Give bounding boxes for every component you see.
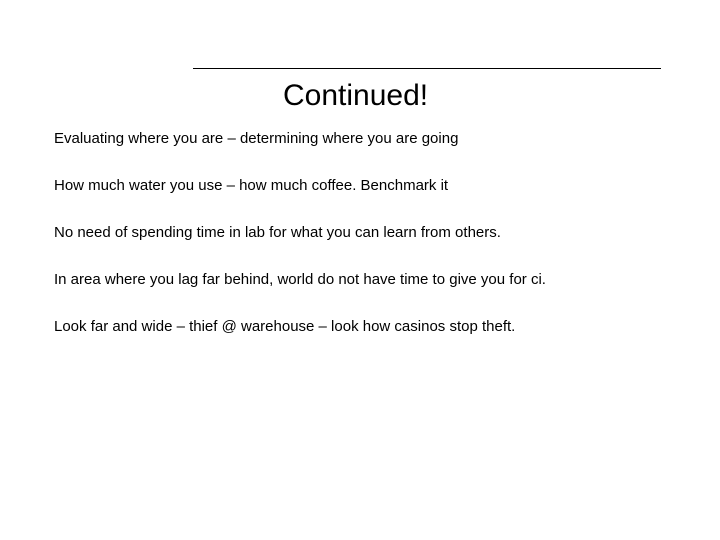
- bullet-item: No need of spending time in lab for what you can learn from others.: [54, 224, 501, 241]
- bullet-item: Evaluating where you are – determining where you are going: [54, 130, 459, 147]
- bullet-item: In area where you lag far behind, world do not have time to give you for ci.: [54, 271, 546, 288]
- bullet-item: How much water you use – how much coffee. Benchmark it: [54, 177, 449, 194]
- bullet-item: Look far and wide – thief @ warehouse – look how casinos stop theft.: [54, 318, 516, 335]
- title-divider: [193, 68, 661, 69]
- bullet-list: [54, 129, 694, 364]
- slide-title: Continued!: [283, 79, 429, 112]
